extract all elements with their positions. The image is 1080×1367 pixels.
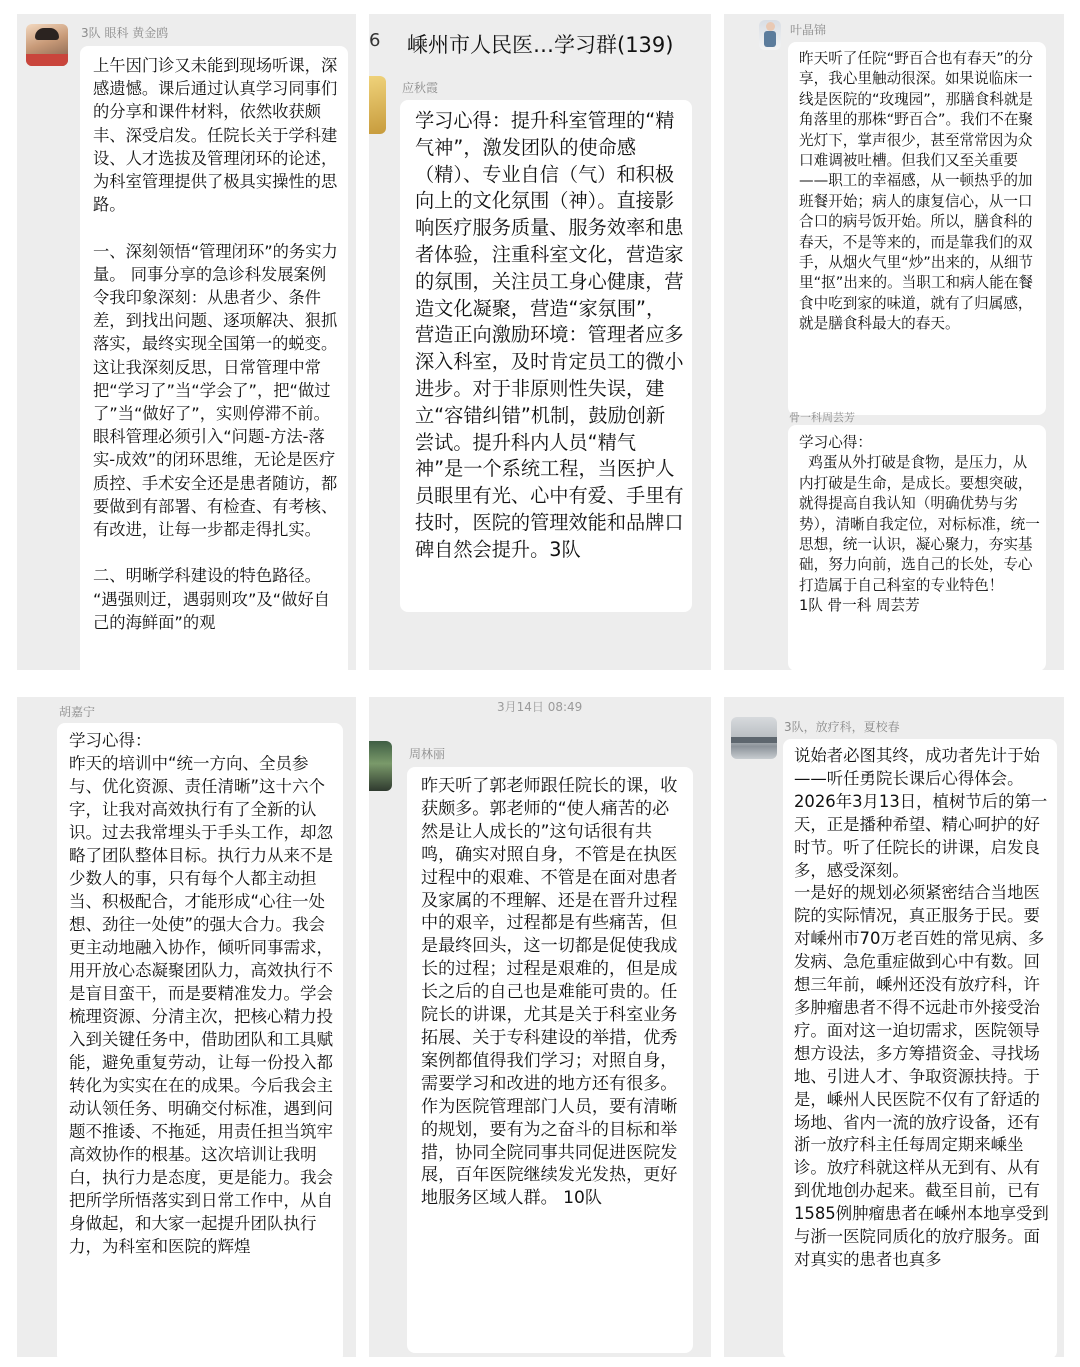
chat-panel-4	[17, 697, 356, 1357]
avatar[interactable]	[26, 24, 68, 66]
chat-panel-1	[17, 14, 356, 670]
message-bubble[interactable]: 学习心得：提升科室管理的“精气神”，激发团队的使命感（精）、专业自信（气）和积极向上的文化氛围（神）。直接影响医疗服务质量、服务效率和患者体验，注重科室文化，营造家的氛围，关注员工身心健康，营造文化凝聚，营造“家氛围”，营造正向激励环境：管理者应多深入科室，及时肯定员工的微小进步。对于非原则性失误，建立“容错纠错”机制，鼓励创新尝试。提升科内人员“精气神”是一个系统工程，当医护人员眼里有光、心中有爱、手里有技时，医院的管理效能和品牌口碑自然会提升。3队	[400, 100, 692, 612]
unread-count[interactable]: 6	[369, 30, 381, 51]
group-header	[369, 14, 711, 72]
avatar[interactable]	[369, 76, 386, 134]
avatar[interactable]	[731, 717, 777, 759]
message-bubble[interactable]: 说始者必图其终，成功者先计于始——听任勇院长课后心得体会。 2026年3月13日，植树节后的第一天，正是播种希望、精心呵护的好时节。听了任院长的讲课，启发良多，感受深刻。 一是好的规划必须紧密结合当地医院的实际情况，真正服务于民。要对嵊州市70万老百姓的常见病、多发病、急危重症做到心中有数。回想三年前，嵊州还没有放疗科，许多肿瘤患者不得不远赴市外接受治疗。面对这一迫切需求，医院领导想方设法，多方筹措资金、寻找场地、引进人才、争取资源扶持。于是，嵊州人民医院不仅有了舒适的场地、省内一流的放疗设备，还有浙一放疗科主任每周定期来嵊坐诊。放疗科就这样从无到有、从有到优地创办起来。截至目前，已有1585例肿瘤患者在嵊州本地享受到与浙一医院同质化的放疗服务。面对真实的患者也真多	[783, 739, 1057, 1357]
chat-panel-2	[369, 14, 711, 670]
message-bubble[interactable]: 昨天听了郭老师跟任院长的课，收获颇多。郭老师的“使人痛苦的必然是让人成长的”这句话很有共鸣，确实对照自身，不管是在执医过程中的艰难、不管是在面对患者及家属的不理解、还是在晋升过程中的艰辛，过程都是有些痛苦，但是最终回头，这一切都是促使我成长的过程；过程是艰难的，但是成长之后的自己也是难能可贵的。任院长的讲课，尤其是关于科室业务拓展、关于专科建设的举措，优秀案例都值得我们学习；对照自身，需要学习和改进的地方还有很多。作为医院管理部门人员，要有清晰的规划，要有为之奋斗的目标和举措，协同全院同事共同促进医院发展，百年医院继续发光发热，更好地服务区域人群。 10队	[407, 767, 693, 1353]
message-bubble[interactable]: 学习心得： 鸡蛋从外打破是食物，是压力，从内打破是生命，是成长。要想突破，就得提高自我认知（明确优势与劣势），清晰自我定位，对标标准，统一思想，统一认识，凝心聚力，夯实基础，努力向前，选自己的长处，专心打造属于自己科室的专业特色！ 1队 骨一科 周芸芳	[788, 425, 1046, 670]
timestamp: 3月14日 08:49	[497, 700, 583, 714]
chat-panel-6	[724, 697, 1064, 1357]
avatar[interactable]	[369, 741, 392, 791]
sender-name: 叶晶锦	[790, 23, 827, 37]
chat-panel-5	[369, 697, 711, 1357]
sender-name: 3队，放疗科，夏校春	[784, 720, 900, 734]
sender-name: 胡嘉宁	[59, 705, 96, 719]
chat-panel-3	[724, 14, 1064, 670]
sender-name: 应秋霞	[402, 81, 439, 95]
avatar[interactable]	[759, 20, 781, 50]
message-bubble[interactable]: 学习心得： 昨天的培训中“统一方向、全员参与、优化资源、责任清晰”这十六个字，让我对高效执行有了全新的认识。过去我常埋头于手头工作，却忽略了团队整体目标。执行力从来不是少数人的事，只有每个人都主动担当、积极配合，才能形成“心往一处想、劲往一处使”的强大合力。我会更主动地融入协作，倾听同事需求，用开放心态凝聚团队力，高效执行不是盲目蛮干，而是要精准发力。学会梳理资源、分清主次，把核心精力投入到关键任务中，借助团队和工具赋能，避免重复劳动，让每一份投入都转化为实实在在的成果。今后我会主动认领任务、明确交付标准，遇到问题不推诿、不拖延，用责任担当筑牢高效协作的根基。这次培训让我明白，执行力是态度，更是能力。我会把所学所悟落实到日常工作中，从自身做起，和大家一起提升团队执行力，为科室和医院的辉煌	[57, 723, 343, 1357]
message-bubble[interactable]: 上午因门诊又未能到现场听课，深感遗憾。课后通过认真学习同事们的分享和课件材料，依然收获颇丰、深受启发。任院长关于学科建设、人才选拔及管理闭环的论述，为科室管理提供了极具实操性的思路。 一、深刻领悟“管理闭环”的务实力量。 同事分享的急诊科发展案例令我印象深刻：从患者少、条件差，到找出问题、逐项解决、狠抓落实，最终实现全国第一的蜕变。这让我深刻反思，日常管理中常把“学习了”当“学会了”，把“做过了”当“做好了”，实则停滞不前。眼科管理必须引入“问题-方法-落实-成效”的闭环思维，无论是医疗质控、手术安全还是患者随访，都要做到有部署、有检查、有考核、有改进，让每一步都走得扎实。 二、明晰学科建设的特色路径。 “遇强则迂，遇弱则攻”及“做好自己的海鲜面”的观	[80, 46, 348, 670]
message-bubble[interactable]: 昨天听了任院“野百合也有春天”的分享，我心里触动很深。如果说临床一线是医院的“玫瑰园”，那膳食科就是角落里的那株“野百合”。我们不在聚光灯下，掌声很少，甚至常常因为众口难调被吐槽。但我们又至关重要——职工的幸福感，从一顿热乎的加班餐开始；病人的康复信心，从一口合口的病号饭开始。所以，膳食科的春天，不是等来的，而是靠我们的双手，从烟火气里“炒”出来的，从细节里“抠”出来的。当职工和病人能在餐食中吃到家的味道，就有了归属感，就是膳食科最大的春天。	[788, 42, 1046, 415]
sender-name: 周林丽	[409, 747, 446, 761]
group-title[interactable]: 嵊州市人民医…学习群(139)	[407, 33, 674, 57]
sender-name: 3队 眼科 黄金鸥	[81, 26, 169, 40]
sender-name: 骨一科周芸芳	[789, 411, 855, 424]
